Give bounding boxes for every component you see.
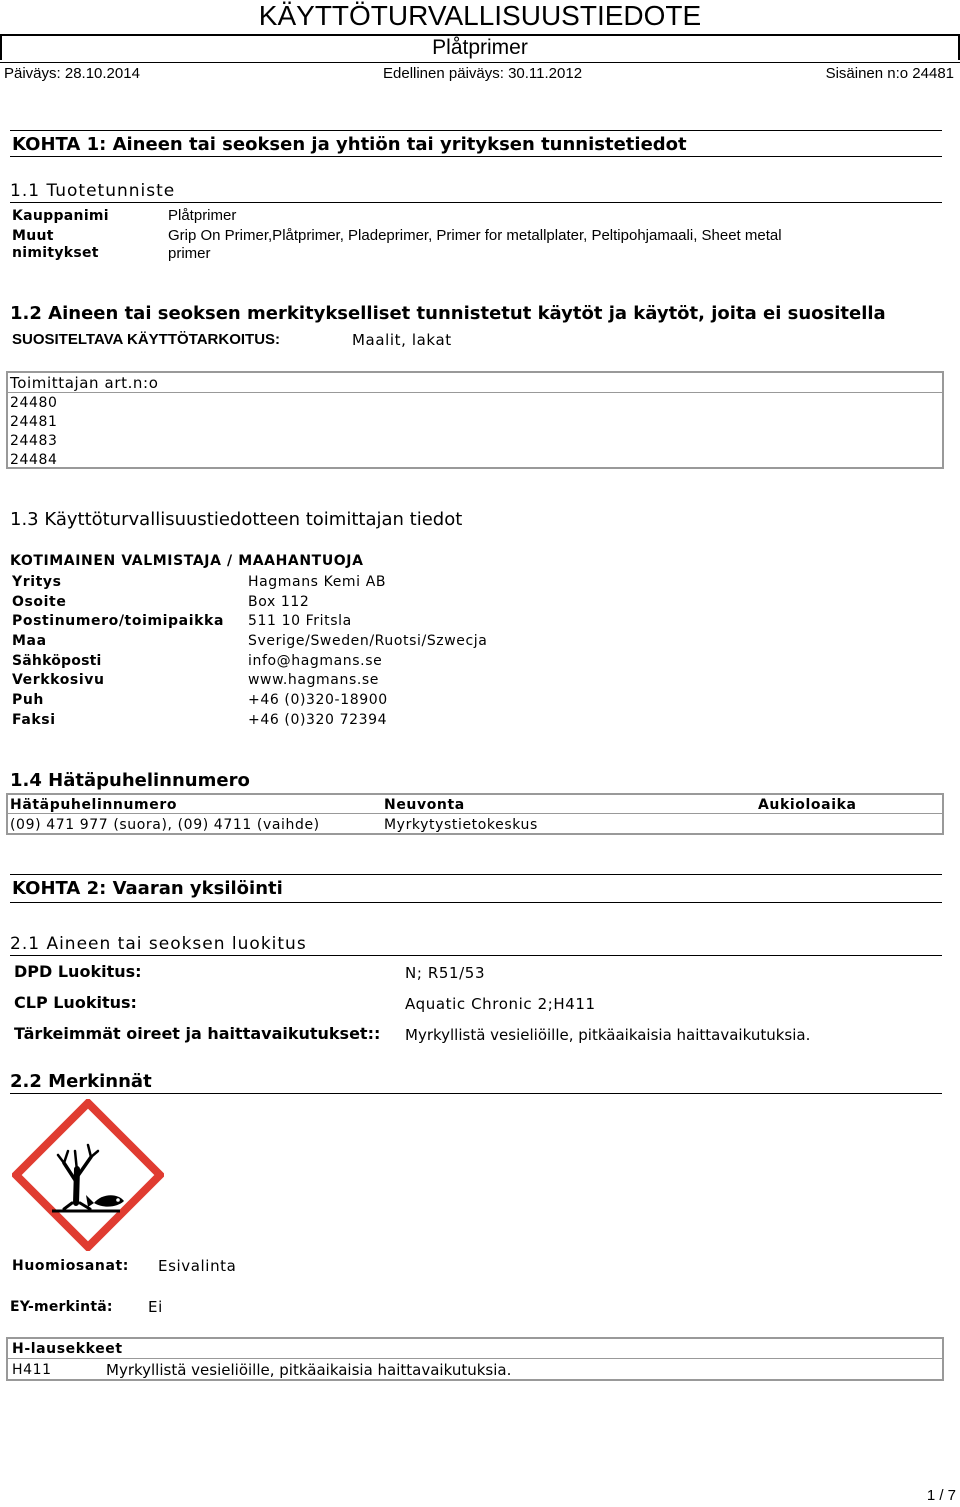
subsection-1-1-heading: 1.1 Tuotetunniste [10,181,176,201]
clp-label: CLP Luokitus: [14,993,137,1012]
emergency-column-header: Neuvonta [384,797,465,813]
supplier-label: Yritys [12,574,62,590]
trade-name-label: Kauppanimi [12,208,109,224]
subsection-1-2-heading: 1.2 Aineen tai seoksen merkitykselliset tunnistetut käytöt ja käytöt, joita ei suositella [10,303,886,324]
article-number: 24480 [10,395,58,411]
supplier-label: Maa [12,633,47,649]
product-name: Plåtprimer [432,36,528,59]
supplier-value[interactable]: info@hagmans.se [248,653,383,669]
supplier-value: +46 (0)320 72394 [248,712,388,728]
subsection-rule [10,955,942,956]
effects-value: Myrkyllistä vesieliöille, pitkäaikaisia haittavaikutuksia. [405,1026,811,1044]
article-number: 24483 [10,433,58,449]
supplier-value: +46 (0)320-18900 [248,692,388,708]
h-statement-text: Myrkyllistä vesieliöille, pitkäaikaisia haittavaikutuksia. [106,1361,512,1379]
supplier-value: Box 112 [248,594,310,610]
table-header-rule [8,392,942,393]
supplier-label: Verkkosivu [12,672,105,688]
section-2-heading: KOHTA 2: Vaaran yksilöinti [12,878,283,899]
table-header-rule [8,1358,942,1359]
supplier-label: Sähköposti [12,653,102,669]
emergency-column-header: Aukioloaika [758,797,857,813]
supplier-value[interactable]: www.hagmans.se [248,672,379,688]
supplier-value: Hagmans Kemi AB [248,574,387,590]
emergency-column-header: Hätäpuhelinnumero [10,797,178,813]
other-names-value: primer [168,245,211,262]
supplier-label: Puh [12,692,44,708]
h-statement-code: H411 [12,1362,52,1378]
effects-label: Tärkeimmät oireet ja haittavaikutukset:: [14,1024,381,1043]
article-number-header: Toimittajan art.n:o [10,374,159,392]
subsection-2-2-heading: 2.2 Merkinnät [10,1071,152,1092]
clp-value: Aquatic Chronic 2;H411 [405,995,596,1013]
recommended-use-label: SUOSITELTAVA KÄYTTÖTARKOITUS: [12,331,281,348]
page-number: 1 / 7 [926,1487,956,1504]
supplier-label: Faksi [12,712,56,728]
signal-word-label: Huomiosanat: [12,1258,129,1274]
internal-number: Sisäinen n:o 24481 [825,65,954,82]
section-rule [10,874,942,875]
subsection-rule [10,1093,942,1094]
subsection-1-4-heading: 1.4 Hätäpuhelinnumero [10,770,250,791]
emergency-cell: Myrkytystietokeskus [384,817,538,833]
emergency-cell: (09) 471 977 (suora), (09) 4711 (vaihde) [10,817,320,833]
ey-marking-value: Ei [148,1298,163,1316]
header-divider [0,62,960,63]
supplier-label: Postinumero/toimipaikka [12,613,224,629]
supplier-label: Osoite [12,594,67,610]
signal-word-value: Esivalinta [158,1257,237,1275]
dpd-label: DPD Luokitus: [14,962,142,981]
h-statements-header: H-lausekkeet [12,1341,123,1357]
date: Päiväys: 28.10.2014 [4,65,140,82]
ey-marking-label: EY-merkintä: [10,1299,113,1315]
supplier-subheading: KOTIMAINEN VALMISTAJA / MAAHANTUOJA [10,553,364,569]
section-rule [10,156,942,157]
supplier-value: Sverige/Sweden/Ruotsi/Szwecja [248,633,488,649]
subsection-rule [10,202,942,203]
pictogram-border [16,1103,160,1247]
article-number: 24484 [10,452,58,468]
dpd-value: N; R51/53 [405,964,486,982]
section-rule [10,902,942,903]
document-title: KÄYTTÖTURVALLISUUSTIEDOTE [258,0,702,31]
article-number: 24481 [10,414,58,430]
trade-name-value: Plåtprimer [168,207,237,224]
section-rule [10,130,942,131]
subsection-2-1-heading: 2.1 Aineen tai seoksen luokitus [10,934,307,954]
other-names-value: Grip On Primer,Plåtprimer, Pladeprimer, Primer for metallplater, Peltipohjamaali, Sheet metal [168,227,782,244]
other-names-label: Muut [12,228,54,244]
recommended-use-value: Maalit, lakat [352,331,452,349]
previous-date: Edellinen päiväys: 30.11.2012 [383,65,583,82]
section-1-heading: KOHTA 1: Aineen tai seoksen ja yhtiön tai yrityksen tunnistetiedot [12,134,687,155]
environment-hazard-pictogram [12,1099,164,1251]
subsection-1-3-heading: 1.3 Käyttöturvallisuustiedotteen toimittajan tiedot [10,509,463,530]
other-names-label: nimitykset [12,245,99,261]
supplier-value: 511 10 Fritsla [248,613,352,629]
